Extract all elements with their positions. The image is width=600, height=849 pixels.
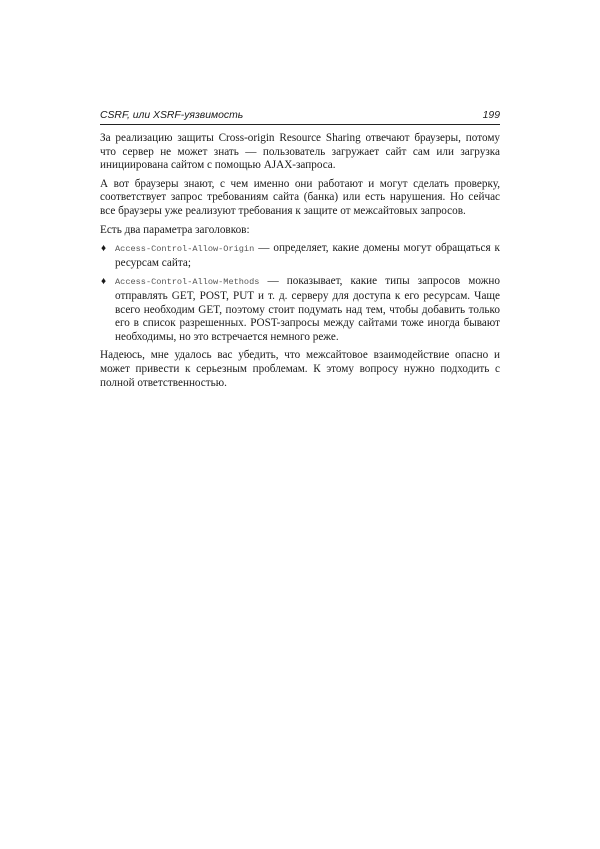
header-params-list xyxy=(100,242,500,344)
list-item xyxy=(100,275,500,344)
page-body xyxy=(100,132,500,390)
paragraph: А вот браузеры знают, с чем именно они работают и могут сделать проверку, соответствует запрос требованиям сайта (банка) или есть нарушения. Но сейчас все браузеры уже реализуют требования к защите от межсайтовых запросов. xyxy=(100,177,500,217)
diamond-bullet-icon: ♦ xyxy=(101,243,107,255)
page-number: 199 xyxy=(482,110,500,121)
paragraph: Надеюсь, мне удалось вас убедить, что межсайтовое взаимодействие опасно и может привести к серьезным проблемам. К этому вопросу нужно подходить с полной ответственностью. xyxy=(100,349,500,389)
code-term: Access-Control-Allow-Methods xyxy=(115,277,260,288)
paragraph: Есть два параметра заголовков: xyxy=(100,223,250,236)
chapter-title: CSRF, или XSRF-уязвимость xyxy=(100,110,244,121)
running-header xyxy=(100,108,500,125)
paragraph: За реализацию защиты Cross-origin Resource Sharing отвечают браузеры, потому что сервер не может знать — пользователь загружает сайт сам или загрузка инициирована сайтом с помощью AJAX-запроса. xyxy=(100,132,500,172)
book-page xyxy=(100,108,500,395)
list-item-text: — определяет, какие домены могут обращаться к ресурсам сайта; xyxy=(115,242,500,269)
diamond-bullet-icon: ♦ xyxy=(101,276,107,288)
code-term: Access-Control-Allow-Origin xyxy=(115,244,255,255)
list-item xyxy=(100,242,500,270)
list-item-text: — показывает, какие типы запросов можно отправлять GET, POST, PUT и т. д. серверу для доступа к его ресурсам. Чаще всего необходим GET, поэтому стоит подумать над тем, чтобы добавить только его в список разрешенных. POST-запросы между сайтами тоже иногда бывают необходимы, но это встречается немного реже. xyxy=(115,275,500,343)
